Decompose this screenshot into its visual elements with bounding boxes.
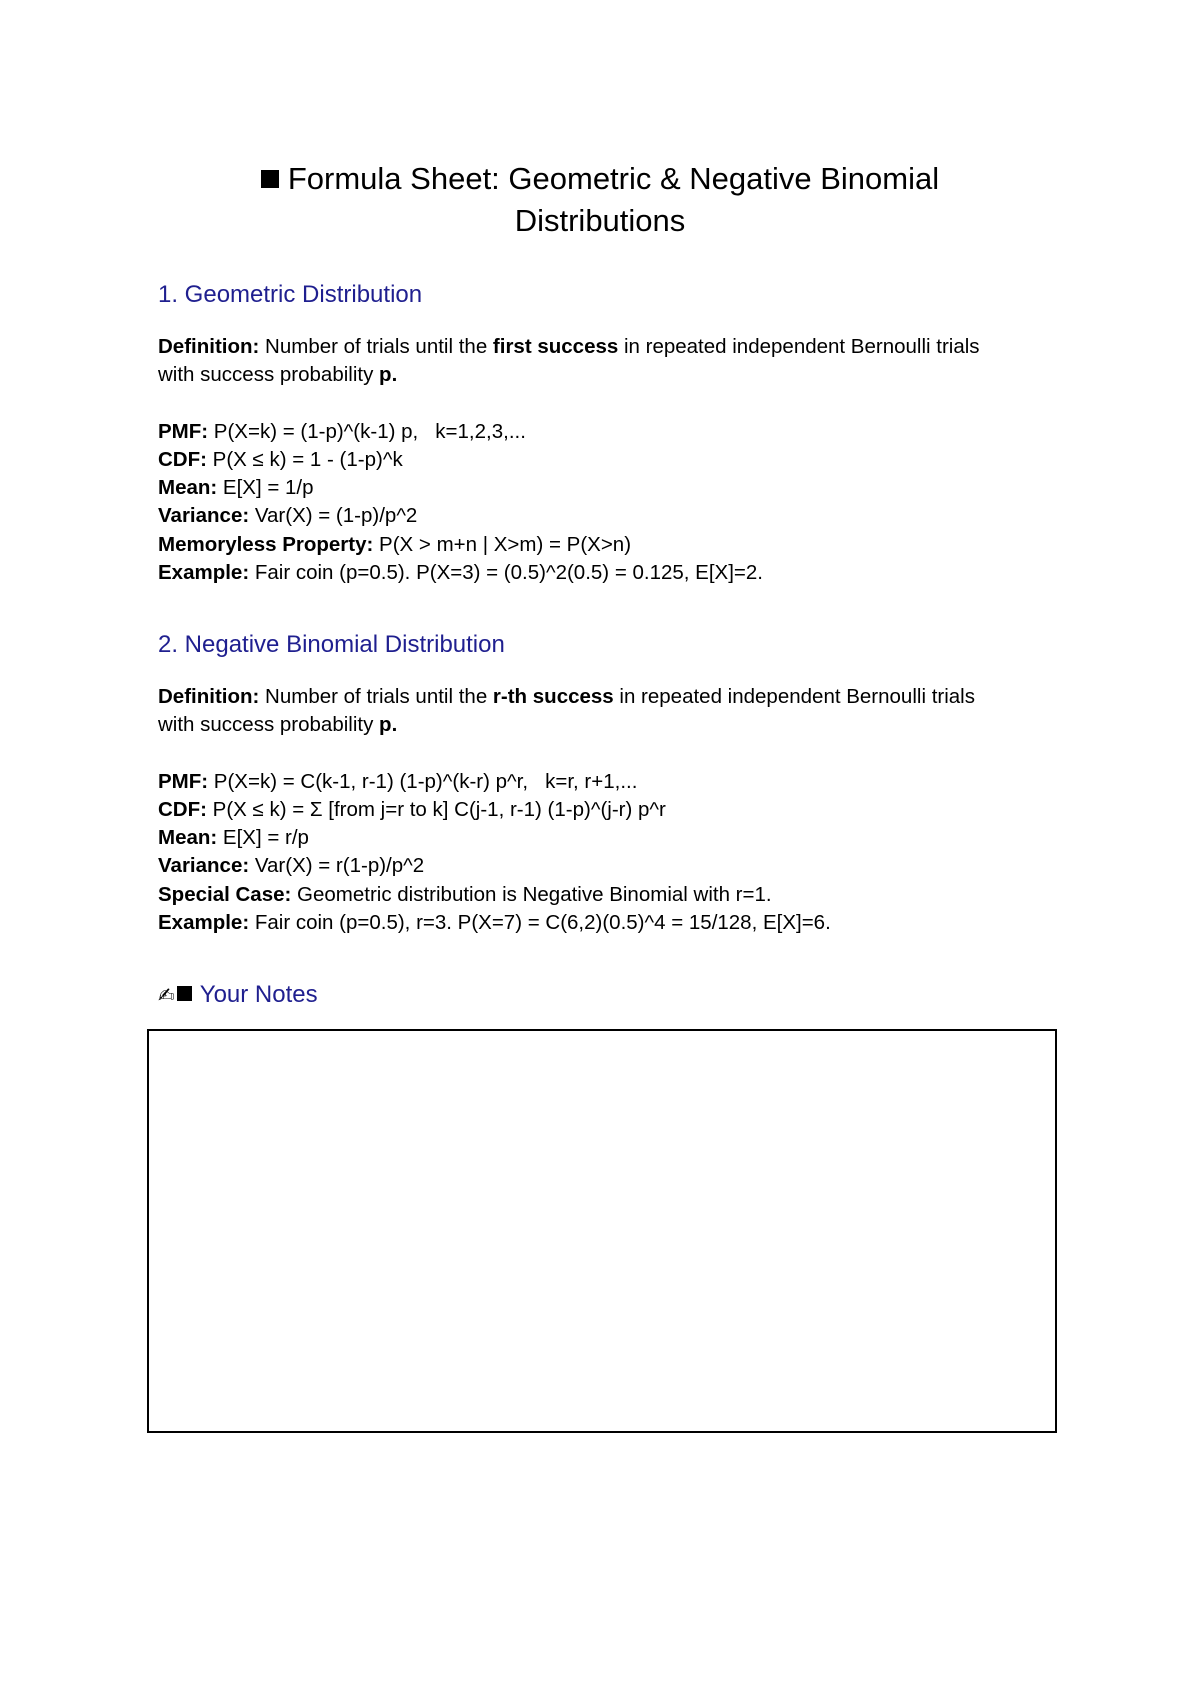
example-value: Fair coin (p=0.5). P(X=3) = (0.5)^2(0.5) = 0.125, E[X]=2. <box>249 561 763 584</box>
title-line-2: Distributions <box>514 203 686 238</box>
geometric-heading: 1. Geometric Distribution <box>158 281 423 308</box>
definition-text: Number of trials until the <box>259 335 493 358</box>
pmf-label: PMF: <box>158 420 209 443</box>
definition-text: in repeated independent Bernoulli trials <box>618 335 980 358</box>
cdf-value: P(X ≤ k) = Σ [from j=r to k] C(j-1, r-1) (1-p)^(j-r) p^r <box>206 798 666 821</box>
negative-binomial-heading: 2. Negative Binomial Distribution <box>158 631 505 658</box>
definition-label: Definition: <box>158 335 260 358</box>
geometric-example <box>158 560 763 586</box>
negbin-mean <box>158 825 309 851</box>
definition-text: Number of trials until the <box>259 685 493 708</box>
variance-label: Variance: <box>158 504 250 527</box>
geometric-memoryless <box>158 532 631 558</box>
negbin-cdf <box>158 797 666 823</box>
definition-text: with success probability <box>158 713 380 736</box>
special-case-value: Geometric distribution is Negative Binomial with r=1. <box>291 883 772 906</box>
memoryless-value: P(X > m+n | X>m) = P(X>n) <box>373 533 632 556</box>
pmf-value: P(X=k) = (1-p)^(k-1) p, k=1,2,3,... <box>208 420 526 443</box>
title-line-1 <box>150 158 1050 200</box>
pencil-icon: ✍ <box>158 985 175 1007</box>
notes-box[interactable] <box>147 1029 1057 1433</box>
negbin-special-case <box>158 882 772 908</box>
definition-text: with success probability <box>158 363 380 386</box>
square-icon <box>177 986 192 1001</box>
mean-value: E[X] = 1/p <box>217 476 314 499</box>
mean-label: Mean: <box>158 476 218 499</box>
notes-heading <box>158 980 318 1011</box>
example-value: Fair coin (p=0.5), r=3. P(X=7) = C(6,2)(0.5)^4 = 15/128, E[X]=6. <box>249 911 831 934</box>
negbin-definition-line-1 <box>158 684 975 710</box>
geometric-cdf <box>158 447 403 473</box>
pmf-value: P(X=k) = C(k-1, r-1) (1-p)^(k-r) p^r, k=r, r+1,... <box>208 770 638 793</box>
title-text-1: Formula Sheet: Geometric & Negative Binomial <box>287 161 940 196</box>
pmf-label: PMF: <box>158 770 209 793</box>
example-label: Example: <box>158 561 250 584</box>
geometric-mean <box>158 475 314 501</box>
cdf-label: CDF: <box>158 798 207 821</box>
variance-value: Var(X) = (1-p)/p^2 <box>249 504 418 527</box>
definition-bold: p. <box>379 713 398 736</box>
negbin-pmf <box>158 769 637 795</box>
definition-bold: p. <box>379 363 398 386</box>
square-icon <box>261 170 279 188</box>
notes-heading-text: Your Notes <box>199 981 318 1008</box>
negbin-example <box>158 910 831 936</box>
cdf-value: P(X ≤ k) = 1 - (1-p)^k <box>206 448 403 471</box>
geometric-variance <box>158 503 417 529</box>
definition-bold: r-th success <box>492 685 614 708</box>
special-case-label: Special Case: <box>158 883 292 906</box>
example-label: Example: <box>158 911 250 934</box>
negbin-definition-line-2 <box>158 712 397 738</box>
variance-label: Variance: <box>158 854 250 877</box>
definition-bold: first success <box>492 335 619 358</box>
cdf-label: CDF: <box>158 448 207 471</box>
negbin-variance <box>158 853 424 879</box>
geometric-definition-line-2 <box>158 362 397 388</box>
page-title <box>150 158 1050 242</box>
definition-text: in repeated independent Bernoulli trials <box>613 685 975 708</box>
memoryless-label: Memoryless Property: <box>158 533 374 556</box>
geometric-definition-line-1 <box>158 334 980 360</box>
mean-value: E[X] = r/p <box>217 826 309 849</box>
mean-label: Mean: <box>158 826 218 849</box>
geometric-pmf <box>158 419 526 445</box>
definition-label: Definition: <box>158 685 260 708</box>
variance-value: Var(X) = r(1-p)/p^2 <box>249 854 425 877</box>
